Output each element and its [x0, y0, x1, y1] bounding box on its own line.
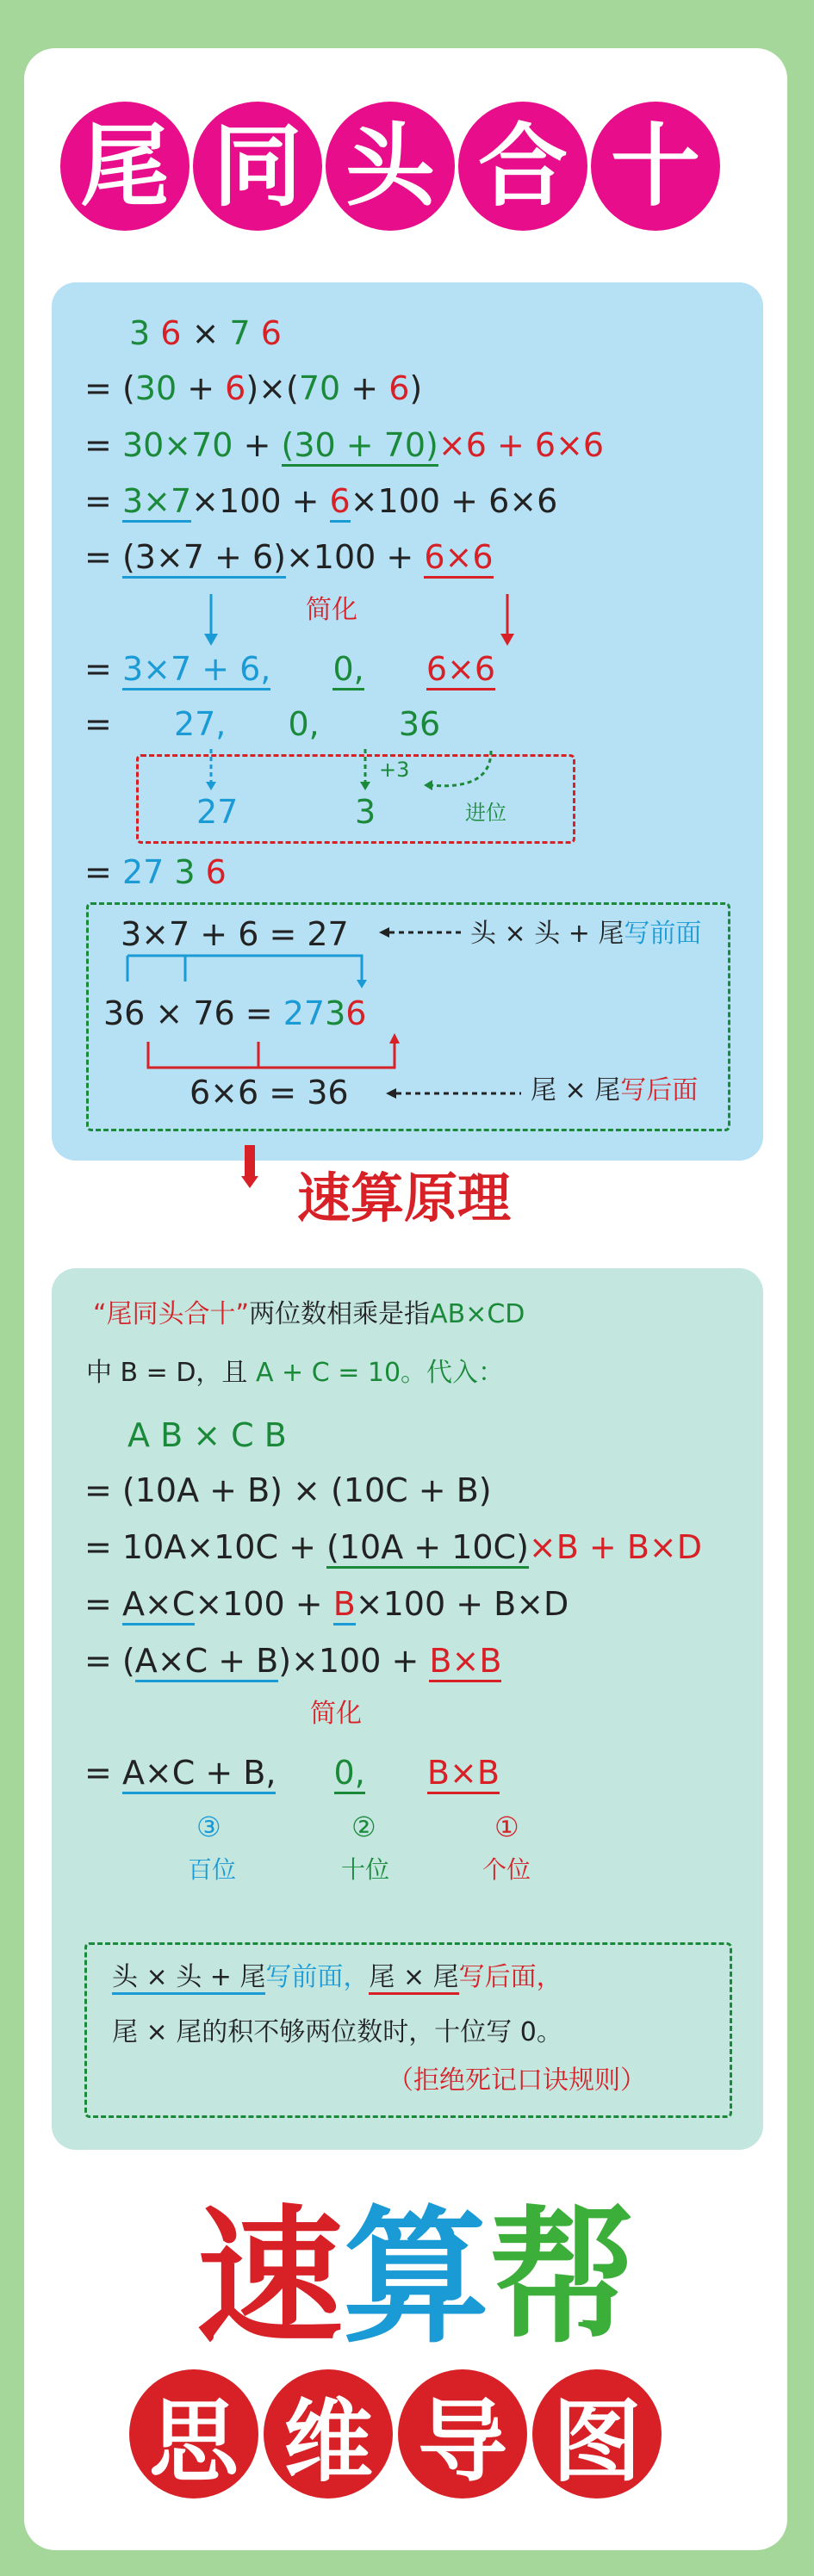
carry-box-3: 3 — [355, 793, 376, 831]
position-marker-1: ① — [494, 1811, 519, 1843]
mind-map-char: 图 — [532, 2369, 662, 2499]
rule-head-text: 头 × 头 + 尾写前面 — [470, 919, 702, 949]
rule-tail-text: 尾 × 尾写后面 — [531, 1075, 699, 1105]
theory-line-2: = (10A + B) × (10C + B) — [84, 1471, 492, 1509]
example-line-5: = (3×7 + 6)×100 + 6×6 — [84, 541, 494, 573]
mind-map-char: 导 — [398, 2369, 527, 2499]
example-line-4: = 3×7×100 + 6×100 + 6×6 — [84, 485, 557, 517]
title-char: 尾 — [60, 102, 190, 231]
title-char: 十 — [591, 102, 720, 231]
theory-intro-2: 中 B = D，且 A + C = 10。代入： — [86, 1358, 505, 1388]
theory-line-1: A B × C B — [127, 1416, 287, 1454]
note-line-3: （拒绝死记口诀规则） — [388, 2065, 646, 2096]
example-line-8: = 27 3 6 — [84, 853, 227, 891]
rule-bracket-top — [127, 956, 362, 981]
mind-map-banner — [129, 2369, 662, 2499]
theory-line-3: = 10A×10C + (10A + 10C)×B + B×D — [84, 1531, 702, 1564]
title-char: 同 — [193, 102, 322, 231]
theory-line-4: = A×C×100 + B×100 + B×D — [84, 1588, 569, 1620]
mind-map-char: 维 — [264, 2369, 393, 2499]
carry-box-27: 27 — [196, 793, 239, 831]
position-marker-3: ③ — [196, 1811, 221, 1843]
title-char: 合 — [458, 102, 587, 231]
hundreds-label: 百位 — [188, 1855, 237, 1884]
title-char: 头 — [326, 102, 455, 231]
theory-simplify-label: 简化 — [310, 1699, 362, 1729]
ones-label: 个位 — [482, 1855, 531, 1884]
example-line-3: = 30×70 + (30 + 70)×6 + 6×6 — [84, 429, 604, 461]
example-line-2: = (30 + 6)×(70 + 6) — [84, 369, 423, 407]
brand-char-3: 帮 — [489, 2191, 637, 2363]
theory-line-5: = (A×C + B)×100 + B×B — [84, 1644, 501, 1677]
rule-bracket-bottom — [148, 1042, 395, 1068]
rule-eq-3: 6×6 = 36 — [190, 1074, 349, 1112]
brand-char-1: 速 — [196, 2191, 344, 2363]
position-marker-2: ② — [351, 1811, 376, 1843]
carry-label: 进位 — [465, 801, 506, 825]
carry-arrow — [431, 751, 491, 786]
brand-char-2: 算 — [343, 2191, 490, 2363]
tens-label: 十位 — [341, 1855, 390, 1884]
example-line-6: = 3×7 + 6, 0, 6×6 — [84, 653, 495, 685]
mind-map-char: 思 — [129, 2369, 258, 2499]
example-line-1: 3 6 × 7 6 — [129, 314, 282, 352]
simplify-label: 简化 — [306, 595, 357, 625]
theory-line-6: = A×C + B, 0, B×B — [84, 1756, 500, 1789]
theory-intro-1: “尾同头合十”两位数相乘是指AB×CD — [93, 1299, 525, 1329]
note-line-2: 尾 × 尾的积不够两位数时，十位写 0。 — [112, 2017, 562, 2047]
rule-eq-1: 3×7 + 6 = 27 — [121, 915, 349, 953]
note-line-1: 头 × 头 + 尾写前面，尾 × 尾写后面， — [112, 1965, 562, 1991]
example-line-7: = 27, 0, 36 — [84, 705, 441, 743]
principle-title: 速算原理 — [297, 1167, 512, 1229]
rule-product-line: 36 × 76 = 2736 — [103, 994, 367, 1032]
plus-three-label: +3 — [379, 758, 410, 782]
